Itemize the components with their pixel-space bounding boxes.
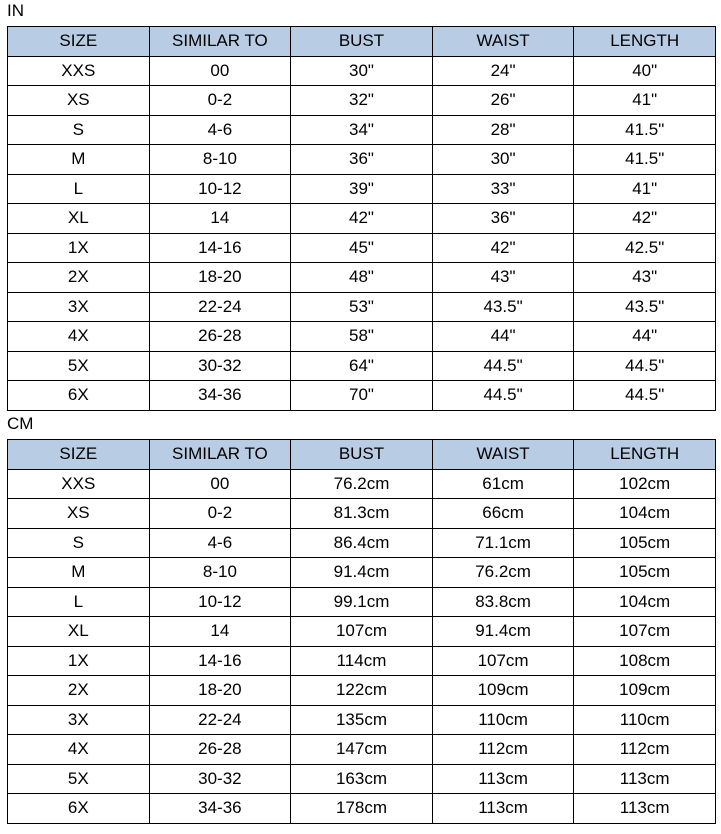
table-cell: 1X: [8, 646, 150, 676]
table-cell: 33": [432, 174, 574, 204]
table-cell: XXS: [8, 56, 150, 86]
table-cell: 45": [291, 233, 433, 263]
table-cell: 41.5": [574, 115, 716, 145]
table-cell: 44": [574, 322, 716, 352]
table-cell: 5X: [8, 764, 150, 794]
table-row: [8, 381, 716, 411]
table-cell: 113cm: [574, 794, 716, 824]
table-cell: 34-36: [149, 794, 291, 824]
table-row: [8, 558, 716, 588]
table-cell: S: [8, 528, 150, 558]
table-cell: 76.2cm: [291, 469, 433, 499]
table-cell: 107cm: [432, 646, 574, 676]
table-cell: XS: [8, 86, 150, 116]
table-cell: 109cm: [432, 676, 574, 706]
table-cell: 42.5": [574, 233, 716, 263]
table-cell: 34-36: [149, 381, 291, 411]
table-cell: 6X: [8, 794, 150, 824]
section-label-cm: CM: [7, 414, 34, 433]
table-cell: 36": [291, 145, 433, 175]
table-cell: 30": [291, 56, 433, 86]
column-header: WAIST: [432, 440, 574, 470]
table-cell: 3X: [8, 292, 150, 322]
size-table-centimeters: [7, 439, 716, 824]
table-cell: 76.2cm: [432, 558, 574, 588]
table-cell: 30-32: [149, 351, 291, 381]
table-cell: 10-12: [149, 174, 291, 204]
table-cell: 18-20: [149, 676, 291, 706]
table-cell: 99.1cm: [291, 587, 433, 617]
table-cell: L: [8, 174, 150, 204]
table-cell: XS: [8, 499, 150, 529]
table-cell: 41": [574, 174, 716, 204]
table-cell: XXS: [8, 469, 150, 499]
table-cell: 26-28: [149, 735, 291, 765]
table-cell: 107cm: [291, 617, 433, 647]
table-cell: 102cm: [574, 469, 716, 499]
table-cell: 43": [432, 263, 574, 293]
table-cell: 42": [574, 204, 716, 234]
column-header: SIZE: [8, 27, 150, 57]
table-cell: 14-16: [149, 646, 291, 676]
table-header-row: [8, 440, 716, 470]
table-cell: 61cm: [432, 469, 574, 499]
table-cell: 104cm: [574, 587, 716, 617]
table-cell: 3X: [8, 705, 150, 735]
table-cell: 110cm: [574, 705, 716, 735]
table-cell: 44.5": [574, 381, 716, 411]
table-cell: 2X: [8, 263, 150, 293]
table-row: [8, 528, 716, 558]
table-cell: 110cm: [432, 705, 574, 735]
table-cell: 64": [291, 351, 433, 381]
table-row: [8, 617, 716, 647]
table-row: [8, 174, 716, 204]
table-cell: 66cm: [432, 499, 574, 529]
table-cell: 34": [291, 115, 433, 145]
size-table-inches: [7, 26, 716, 411]
table-row: [8, 705, 716, 735]
table-cell: 43.5": [574, 292, 716, 322]
table-row: [8, 145, 716, 175]
table-cell: 105cm: [574, 558, 716, 588]
table-cell: 70": [291, 381, 433, 411]
table-row: [8, 499, 716, 529]
table-row: [8, 263, 716, 293]
table-cell: 44.5": [574, 351, 716, 381]
table-cell: 53": [291, 292, 433, 322]
table-cell: 163cm: [291, 764, 433, 794]
table-cell: 5X: [8, 351, 150, 381]
table-cell: 36": [432, 204, 574, 234]
section-label-in: IN: [7, 1, 24, 20]
column-header: SIZE: [8, 440, 150, 470]
column-header: BUST: [291, 440, 433, 470]
table-cell: 40": [574, 56, 716, 86]
table-cell: 8-10: [149, 145, 291, 175]
table-cell: 105cm: [574, 528, 716, 558]
table-cell: 18-20: [149, 263, 291, 293]
table-cell: 71.1cm: [432, 528, 574, 558]
table-cell: 4-6: [149, 115, 291, 145]
table-cell: 114cm: [291, 646, 433, 676]
table-cell: 178cm: [291, 794, 433, 824]
table-cell: S: [8, 115, 150, 145]
column-header: SIMILAR TO: [149, 27, 291, 57]
table-cell: 43.5": [432, 292, 574, 322]
table-cell: XL: [8, 204, 150, 234]
table-header-row: [8, 27, 716, 57]
table-cell: 6X: [8, 381, 150, 411]
table-cell: 113cm: [432, 764, 574, 794]
table-cell: 0-2: [149, 86, 291, 116]
table-cell: 112cm: [574, 735, 716, 765]
table-cell: 4X: [8, 322, 150, 352]
table-cell: 30": [432, 145, 574, 175]
table-row: [8, 204, 716, 234]
table-cell: 135cm: [291, 705, 433, 735]
table-cell: 28": [432, 115, 574, 145]
table-cell: 91.4cm: [432, 617, 574, 647]
table-row: [8, 233, 716, 263]
table-cell: 1X: [8, 233, 150, 263]
table-row: [8, 56, 716, 86]
table-cell: 113cm: [574, 764, 716, 794]
table-cell: 42": [432, 233, 574, 263]
table-cell: 44.5": [432, 351, 574, 381]
table-row: [8, 587, 716, 617]
table-cell: L: [8, 587, 150, 617]
table-row: [8, 646, 716, 676]
table-cell: 113cm: [432, 794, 574, 824]
table-cell: 147cm: [291, 735, 433, 765]
table-row: [8, 469, 716, 499]
table-cell: 8-10: [149, 558, 291, 588]
table-cell: 104cm: [574, 499, 716, 529]
table-row: [8, 292, 716, 322]
table-cell: 86.4cm: [291, 528, 433, 558]
table-cell: 26": [432, 86, 574, 116]
table-row: [8, 735, 716, 765]
table-cell: 30-32: [149, 764, 291, 794]
column-header: LENGTH: [574, 27, 716, 57]
table-row: [8, 794, 716, 824]
table-row: [8, 86, 716, 116]
table-cell: 00: [149, 56, 291, 86]
column-header: LENGTH: [574, 440, 716, 470]
table-cell: 0-2: [149, 499, 291, 529]
table-cell: 42": [291, 204, 433, 234]
table-cell: 44": [432, 322, 574, 352]
table-cell: 14: [149, 617, 291, 647]
table-row: [8, 115, 716, 145]
table-row: [8, 351, 716, 381]
table-cell: 22-24: [149, 292, 291, 322]
table-cell: 81.3cm: [291, 499, 433, 529]
table-cell: 4X: [8, 735, 150, 765]
table-cell: 22-24: [149, 705, 291, 735]
table-cell: M: [8, 145, 150, 175]
table-cell: 4-6: [149, 528, 291, 558]
table-cell: 91.4cm: [291, 558, 433, 588]
table-cell: 48": [291, 263, 433, 293]
table-cell: 58": [291, 322, 433, 352]
table-cell: 2X: [8, 676, 150, 706]
table-cell: M: [8, 558, 150, 588]
table-cell: 44.5": [432, 381, 574, 411]
table-cell: 24": [432, 56, 574, 86]
table-cell: 14: [149, 204, 291, 234]
table-cell: 14-16: [149, 233, 291, 263]
table-cell: 107cm: [574, 617, 716, 647]
table-cell: 108cm: [574, 646, 716, 676]
column-header: BUST: [291, 27, 433, 57]
table-cell: 41": [574, 86, 716, 116]
column-header: WAIST: [432, 27, 574, 57]
table-row: [8, 676, 716, 706]
table-cell: 32": [291, 86, 433, 116]
table-cell: 41.5": [574, 145, 716, 175]
column-header: SIMILAR TO: [149, 440, 291, 470]
table-cell: 00: [149, 469, 291, 499]
table-cell: 43": [574, 263, 716, 293]
table-cell: 122cm: [291, 676, 433, 706]
table-cell: XL: [8, 617, 150, 647]
table-cell: 83.8cm: [432, 587, 574, 617]
table-cell: 39": [291, 174, 433, 204]
table-cell: 26-28: [149, 322, 291, 352]
table-cell: 109cm: [574, 676, 716, 706]
table-cell: 112cm: [432, 735, 574, 765]
table-cell: 10-12: [149, 587, 291, 617]
table-row: [8, 764, 716, 794]
table-row: [8, 322, 716, 352]
